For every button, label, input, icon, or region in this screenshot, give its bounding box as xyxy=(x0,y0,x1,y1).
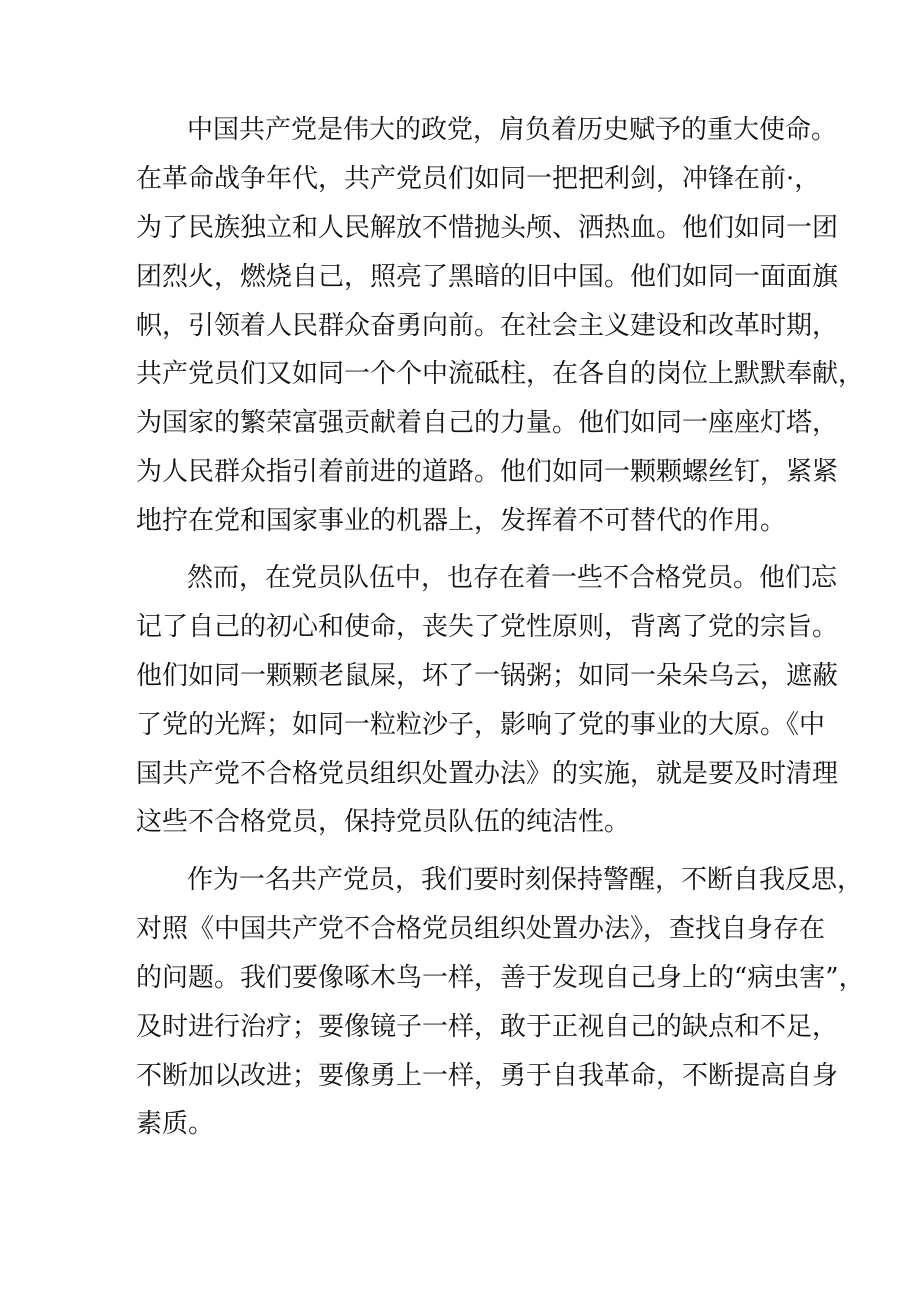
paragraph-line: 他们如同一颗颗老鼠屎，坏了一锅粥；如同一朵朵乌云，遮蔽 xyxy=(136,661,839,691)
paragraph-line: 然而，在党员队伍中，也存在着一些不合格党员。他们忘 xyxy=(187,563,838,593)
paragraph-line: 素质。 xyxy=(136,1109,215,1139)
paragraph-line: 中国共产党是伟大的政党，肩负着历史赋予的重大使命。 xyxy=(187,115,838,145)
paragraph-line: 为人民群众指引着前进的道路。他们如同一颗颗螺丝钉，紧紧 xyxy=(136,457,839,487)
paragraph-line: 不断加以改进；要像勇上一样，勇于自我革命，不断提高自身 xyxy=(136,1061,839,1091)
paragraph-line: 作为一名共产党员，我们要时刻保持警醒，不断自我反思， xyxy=(187,865,864,895)
paragraph-line: 了党的光辉；如同一粒粒沙子，影响了党的事业的大原。《中 xyxy=(136,710,826,740)
paragraph-line: 这些不合格党员，保持党员队伍的纯洁性。 xyxy=(136,807,631,837)
paragraph-line: 团烈火，燃烧自己，照亮了黑暗的旧中国。他们如同一面面旗 xyxy=(136,262,839,292)
paragraph-line: 地拧在党和国家事业的机器上，发挥着不可替代的作用。 xyxy=(136,506,787,536)
paragraph-line: 为国家的繁荣富强贡献着自己的力量。他们如同一座座灯塔， xyxy=(136,408,839,438)
paragraph-line: 为了民族独立和人民解放不惜抛头颅、洒热血。他们如同一团 xyxy=(136,213,839,243)
paragraph-line: 国共产党不合格党员组织处置办法》的实施，就是要及时清理 xyxy=(136,759,839,789)
paragraph-line: 的问题。我们要像啄木鸟一样，善于发现自己身上的“病虫害”， xyxy=(136,963,865,993)
paragraph-line: 对照《中国共产党不合格党员组织处置办法》，查找自身存在 xyxy=(136,914,826,944)
paragraph-line: 帜，引领着人民群众奋勇向前。在社会主义建设和改革时期， xyxy=(136,311,839,341)
paragraph-line: 在革命战争年代，共产党员们如同一把把利剑，冲锋在前·， xyxy=(136,164,821,194)
paragraph-line: 记了自己的初心和使命，丧失了党性原则，背离了党的宗旨。 xyxy=(136,612,839,642)
paragraph-line: 及时进行治疗；要像镜子一样，敢于正视自己的缺点和不足， xyxy=(136,1012,839,1042)
paragraph-line: 共产党员们又如同一个个中流砥柱，在各自的岗位上默默奉献， xyxy=(136,359,865,389)
